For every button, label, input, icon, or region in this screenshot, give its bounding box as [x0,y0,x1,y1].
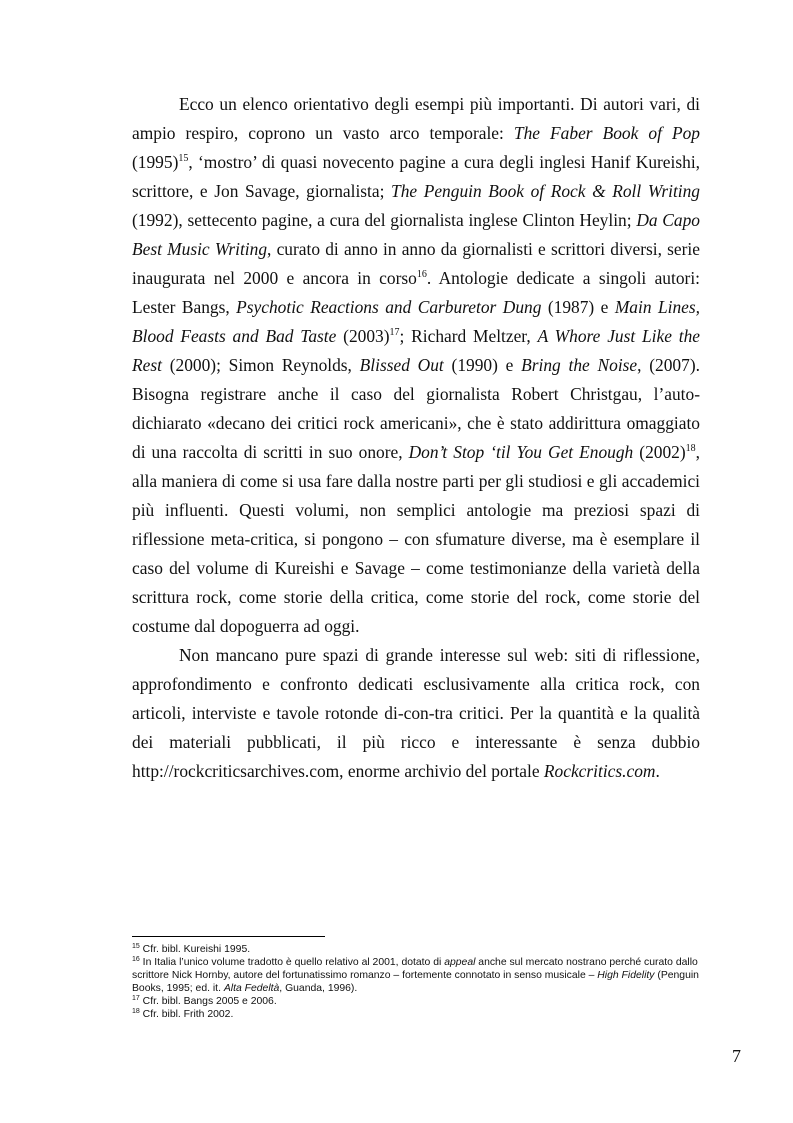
italic-title: Psychotic Reactions and Carburetor Dung [236,297,542,317]
italic-title: appeal [444,956,476,968]
text-run: (2003) [336,326,390,346]
text-run: (Penguin Books, 1995; ed. it. [132,969,699,994]
text-run: (1990) e [443,355,522,375]
footnote-15 [132,944,700,957]
text-run: Ecco un elenco orientativo degli esempi più importanti. Di autori vari, di ampio respiro, coprono un vasto arco temporale: [132,94,700,143]
footnote-ref: 18 [685,443,696,454]
footnote-18 [132,1009,700,1022]
footnote-16 [132,957,700,996]
italic-title: High Fidelity [597,969,655,981]
text-run: , (2007). Bisogna registrare anche il caso del giornalista Robert Christgau, l’auto-dichiarato «decano dei critici rock americani», che è stato addirittura omaggiato di una raccolta di scritti in suo onore, [132,355,700,462]
footnote-ref: 16 [132,955,140,963]
footnote-ref: 15 [132,943,140,950]
footnote-ref: 15 [178,153,189,164]
text-run: Non mancano pure spazi di grande interesse sul web: siti di riflessione, approfondimento e confronto dedicati esclusivamente alla critica rock, con articoli, interviste e tavole rotonde di-con-tra critici. Per la quantità e la qualità dei materiali pubblicati, il più ricco e interessante è senza dubbio http://rockcriticsarchives.com, enorme archivio del portale [132,645,700,781]
text-run: , alla maniera di come si usa fare dalla nostre parti per gli studiosi e gli accademici più influenti. Questi volumi, non semplici antologie ma preziosi spazi di riflessione meta-critica, si pongono – con sfumature diverse, ma è esemplare il caso del volume di Kureishi e Savage – come testimonianze della varietà della scrittura rock, come storie della critica, come storie del rock, come storie del costume dal dopoguerra ad oggi. [132,442,700,636]
text-run: ; Richard Meltzer, [399,326,538,346]
footnotes [132,944,700,1021]
footnote-ref: 17 [132,994,140,1002]
italic-title: A Whore Just Like the Rest [132,326,701,375]
footnote-separator [132,936,325,937]
footnote-ref: 17 [389,327,400,338]
italic-title: Don’t Stop ‘til You Get Enough [408,442,634,462]
text-run: (1995) [132,152,179,172]
text-run: , ‘mostro’ di quasi novecento pagine a cura degli inglesi Hanif Kureishi, scrittore, e Jon Savage, giornalista; [132,152,700,201]
paragraph-2 [132,641,700,786]
text-run: . Antologie dedicate a singoli autori: Lester Bangs, [132,268,700,317]
paragraph-1 [132,90,700,641]
italic-title: Da Capo Best Music Writing [132,210,700,259]
text-run: Cfr. bibl. Bangs 2005 e 2006. [139,995,277,1007]
text-run: (2000); Simon Reynolds, [161,355,360,375]
footnote-ref: 18 [132,1007,140,1015]
text-run: (1992), settecento pagine, a cura del giornalista inglese Clinton Heylin; [132,210,637,230]
italic-title: Blissed Out [359,355,444,375]
italic-title: The Faber Book of Pop [513,123,701,143]
text-run: (2002) [633,442,686,462]
italic-title: Rockcritics.com [543,761,656,781]
text-run: (1987) e [541,297,615,317]
body-text [132,90,700,786]
text-run: , Guanda, 1996). [279,982,358,994]
italic-title: Alta Fedeltà [223,982,280,994]
italic-title: Main Lines, Blood Feasts and Bad Taste [132,297,700,346]
text-run: In Italia l’unico volume tradotto è quello relativo al 2001, dotato di [139,956,445,968]
text-run: Cfr. bibl. Frith 2002. [139,1008,234,1020]
footnote-ref: 16 [416,269,427,280]
text-run: anche sul mercato nostrano perché curato dallo scrittore Nick Hornby, autore del fortunatissimo romanzo – fortemente connotato in senso musicale – [132,956,698,981]
italic-title: The Penguin Book of Rock & Roll Writing [391,181,700,201]
page-number: 7 [732,1046,741,1066]
text-run: Cfr. bibl. Kureishi 1995. [139,944,251,955]
text-run: . [655,761,660,781]
footnote-17 [132,996,700,1009]
italic-title: Bring the Noise [521,355,638,375]
text-run: , curato di anno in anno da giornalisti e scrittori diversi, serie inaugurata nel 2000 e ancora in corso [132,239,700,288]
